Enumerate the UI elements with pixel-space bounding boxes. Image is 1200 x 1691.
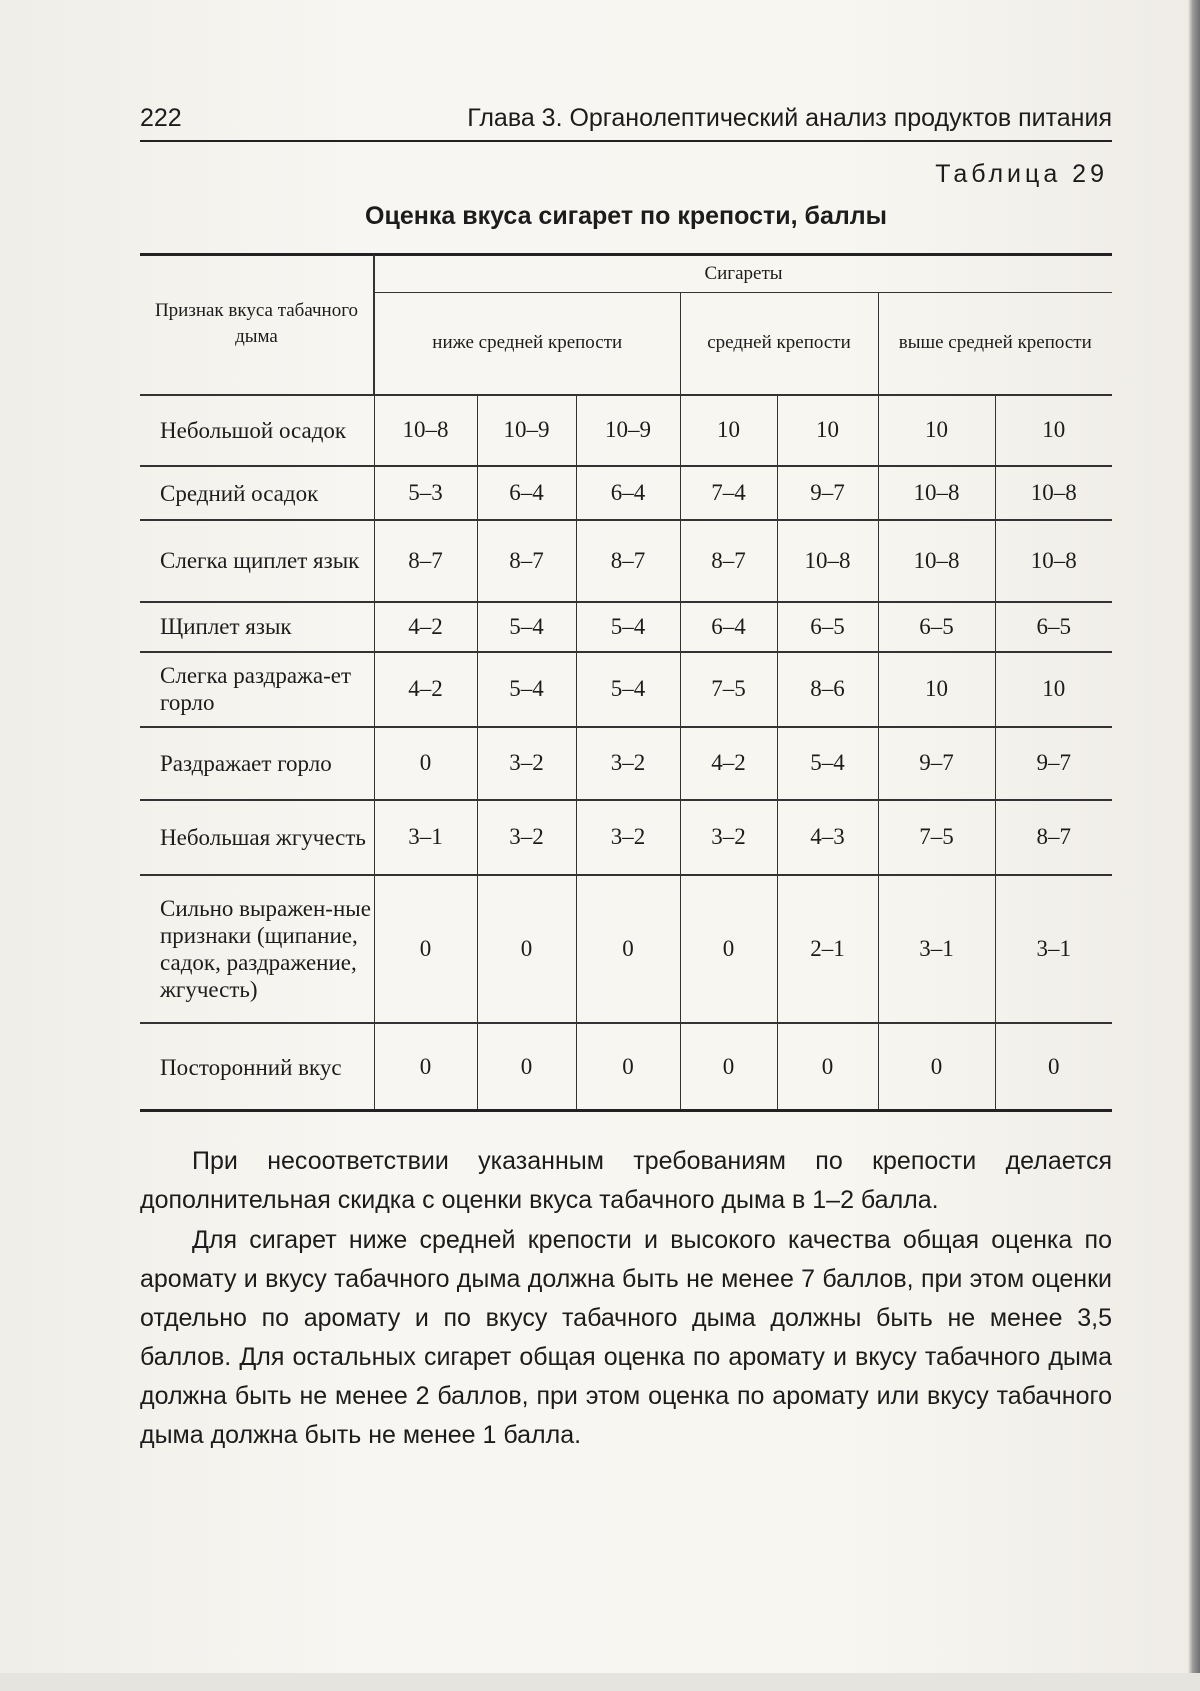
score-cell: 10–8 xyxy=(995,466,1112,520)
row-label: Посторонний вкус xyxy=(140,1023,374,1110)
row-label: Раздражает горло xyxy=(140,727,374,800)
score-cell: 9–7 xyxy=(777,466,878,520)
score-cell: 4–2 xyxy=(374,602,477,652)
row-label: Небольшая жгучесть xyxy=(140,800,374,875)
row-label: Сильно выражен-ные признаки (щипание, садок, раздражение, жгучесть) xyxy=(140,875,374,1023)
score-cell: 0 xyxy=(477,1023,576,1110)
table-bottom-rule xyxy=(140,1109,1112,1112)
score-cell: 10 xyxy=(878,395,995,466)
page-edge-shadow xyxy=(1188,0,1200,1691)
score-cell: 6–5 xyxy=(995,602,1112,652)
score-cell: 9–7 xyxy=(878,727,995,800)
page-number: 222 xyxy=(140,104,182,132)
score-cell: 6–5 xyxy=(878,602,995,652)
score-cell: 10 xyxy=(777,395,878,466)
score-cell: 5–4 xyxy=(576,652,680,727)
table-row xyxy=(140,602,1112,652)
score-cell: 3–2 xyxy=(477,727,576,800)
score-cell: 6–4 xyxy=(680,602,777,652)
score-cell: 4–3 xyxy=(777,800,878,875)
row-label: Небольшой осадок xyxy=(140,395,374,466)
paragraph-1 xyxy=(140,1142,1112,1220)
score-cell: 0 xyxy=(374,1023,477,1110)
table-row xyxy=(140,875,1112,1023)
score-cell: 3–1 xyxy=(995,875,1112,1023)
table-row xyxy=(140,520,1112,601)
score-cell: 6–4 xyxy=(576,466,680,520)
score-cell: 0 xyxy=(576,875,680,1023)
score-cell: 0 xyxy=(374,727,477,800)
score-cell: 10–8 xyxy=(878,520,995,601)
score-cell: 8–7 xyxy=(374,520,477,601)
score-cell: 10–9 xyxy=(477,395,576,466)
paragraph-1-text: При несоответствии указанным требованиям по крепости делается дополнительная скидка с оценки вкуса табачного дыма в 1–2 балла. xyxy=(140,1147,1112,1214)
score-cell: 4–2 xyxy=(680,727,777,800)
score-cell: 0 xyxy=(777,1023,878,1110)
score-cell: 7–4 xyxy=(680,466,777,520)
score-cell: 0 xyxy=(477,875,576,1023)
score-cell: 10 xyxy=(878,652,995,727)
score-cell: 10 xyxy=(995,652,1112,727)
score-cell: 7–5 xyxy=(680,652,777,727)
table-row xyxy=(140,1023,1112,1110)
score-cell: 0 xyxy=(878,1023,995,1110)
score-cell: 3–2 xyxy=(477,800,576,875)
score-cell: 3–2 xyxy=(680,800,777,875)
score-cell: 10–8 xyxy=(878,466,995,520)
score-cell: 10–8 xyxy=(374,395,477,466)
score-cell: 6–4 xyxy=(477,466,576,520)
score-cell: 4–2 xyxy=(374,652,477,727)
score-cell: 2–1 xyxy=(777,875,878,1023)
score-cell: 8–7 xyxy=(477,520,576,601)
taste-score-table xyxy=(140,255,1112,1110)
score-cell: 10 xyxy=(995,395,1112,466)
table-row xyxy=(140,395,1112,466)
table-row xyxy=(140,727,1112,800)
score-cell: 3–2 xyxy=(576,800,680,875)
score-cell: 10 xyxy=(680,395,777,466)
col-header-low-strength: ниже средней крепости xyxy=(374,293,680,395)
paragraph-2 xyxy=(140,1221,1112,1455)
score-cell: 3–1 xyxy=(878,875,995,1023)
score-cell: 5–4 xyxy=(477,652,576,727)
score-cell: 3–2 xyxy=(576,727,680,800)
row-label: Слегка раздража-ет горло xyxy=(140,652,374,727)
table-title: Оценка вкуса сигарет по крепости, баллы xyxy=(365,202,887,230)
score-cell: 9–7 xyxy=(995,727,1112,800)
score-cell: 8–7 xyxy=(680,520,777,601)
col-header-high-strength: выше средней крепости xyxy=(878,293,1112,395)
score-cell: 5–4 xyxy=(777,727,878,800)
score-cell: 10–8 xyxy=(777,520,878,601)
score-cell: 0 xyxy=(995,1023,1112,1110)
score-cell: 10–8 xyxy=(995,520,1112,601)
score-cell: 0 xyxy=(576,1023,680,1110)
page-bottom-margin xyxy=(0,1673,1200,1691)
col-header-cigarettes: Сигареты xyxy=(374,255,1112,293)
score-cell: 10–9 xyxy=(576,395,680,466)
score-cell: 5–4 xyxy=(576,602,680,652)
score-cell: 0 xyxy=(374,875,477,1023)
score-cell: 0 xyxy=(680,1023,777,1110)
row-label: Щиплет язык xyxy=(140,602,374,652)
table-row xyxy=(140,800,1112,875)
score-cell: 8–6 xyxy=(777,652,878,727)
score-cell: 5–3 xyxy=(374,466,477,520)
paragraph-2-text: Для сигарет ниже средней крепости и высокого качества общая оценка по аромату и вкусу табачного дыма должна быть не менее 7 баллов, при этом оценки отдельно по аромату и по вкусу табачного дыма должны быть не менее 3,5 баллов. Для остальных сигарет общая оценка по аромату и вкусу табачного дыма должна быть не менее 2 баллов, при этом оценка по аромату или вкусу табачного дыма должна быть не менее 1 балла. xyxy=(140,1226,1112,1449)
table-label: Таблица 29 xyxy=(935,160,1108,188)
chapter-title: Глава 3. Органолептический анализ продуктов питания xyxy=(467,104,1112,132)
score-cell: 5–4 xyxy=(477,602,576,652)
score-cell: 8–7 xyxy=(995,800,1112,875)
table-row xyxy=(140,466,1112,520)
col-header-medium-strength: средней крепости xyxy=(680,293,878,395)
running-head xyxy=(140,104,1112,142)
score-cell: 3–1 xyxy=(374,800,477,875)
col-header-feature: Признак вкуса табачного дыма xyxy=(140,255,374,395)
row-label: Слегка щиплет язык xyxy=(140,520,374,601)
score-cell: 7–5 xyxy=(878,800,995,875)
row-label: Средний осадок xyxy=(140,466,374,520)
table-row xyxy=(140,652,1112,727)
score-cell: 8–7 xyxy=(576,520,680,601)
score-cell: 0 xyxy=(680,875,777,1023)
score-cell: 6–5 xyxy=(777,602,878,652)
